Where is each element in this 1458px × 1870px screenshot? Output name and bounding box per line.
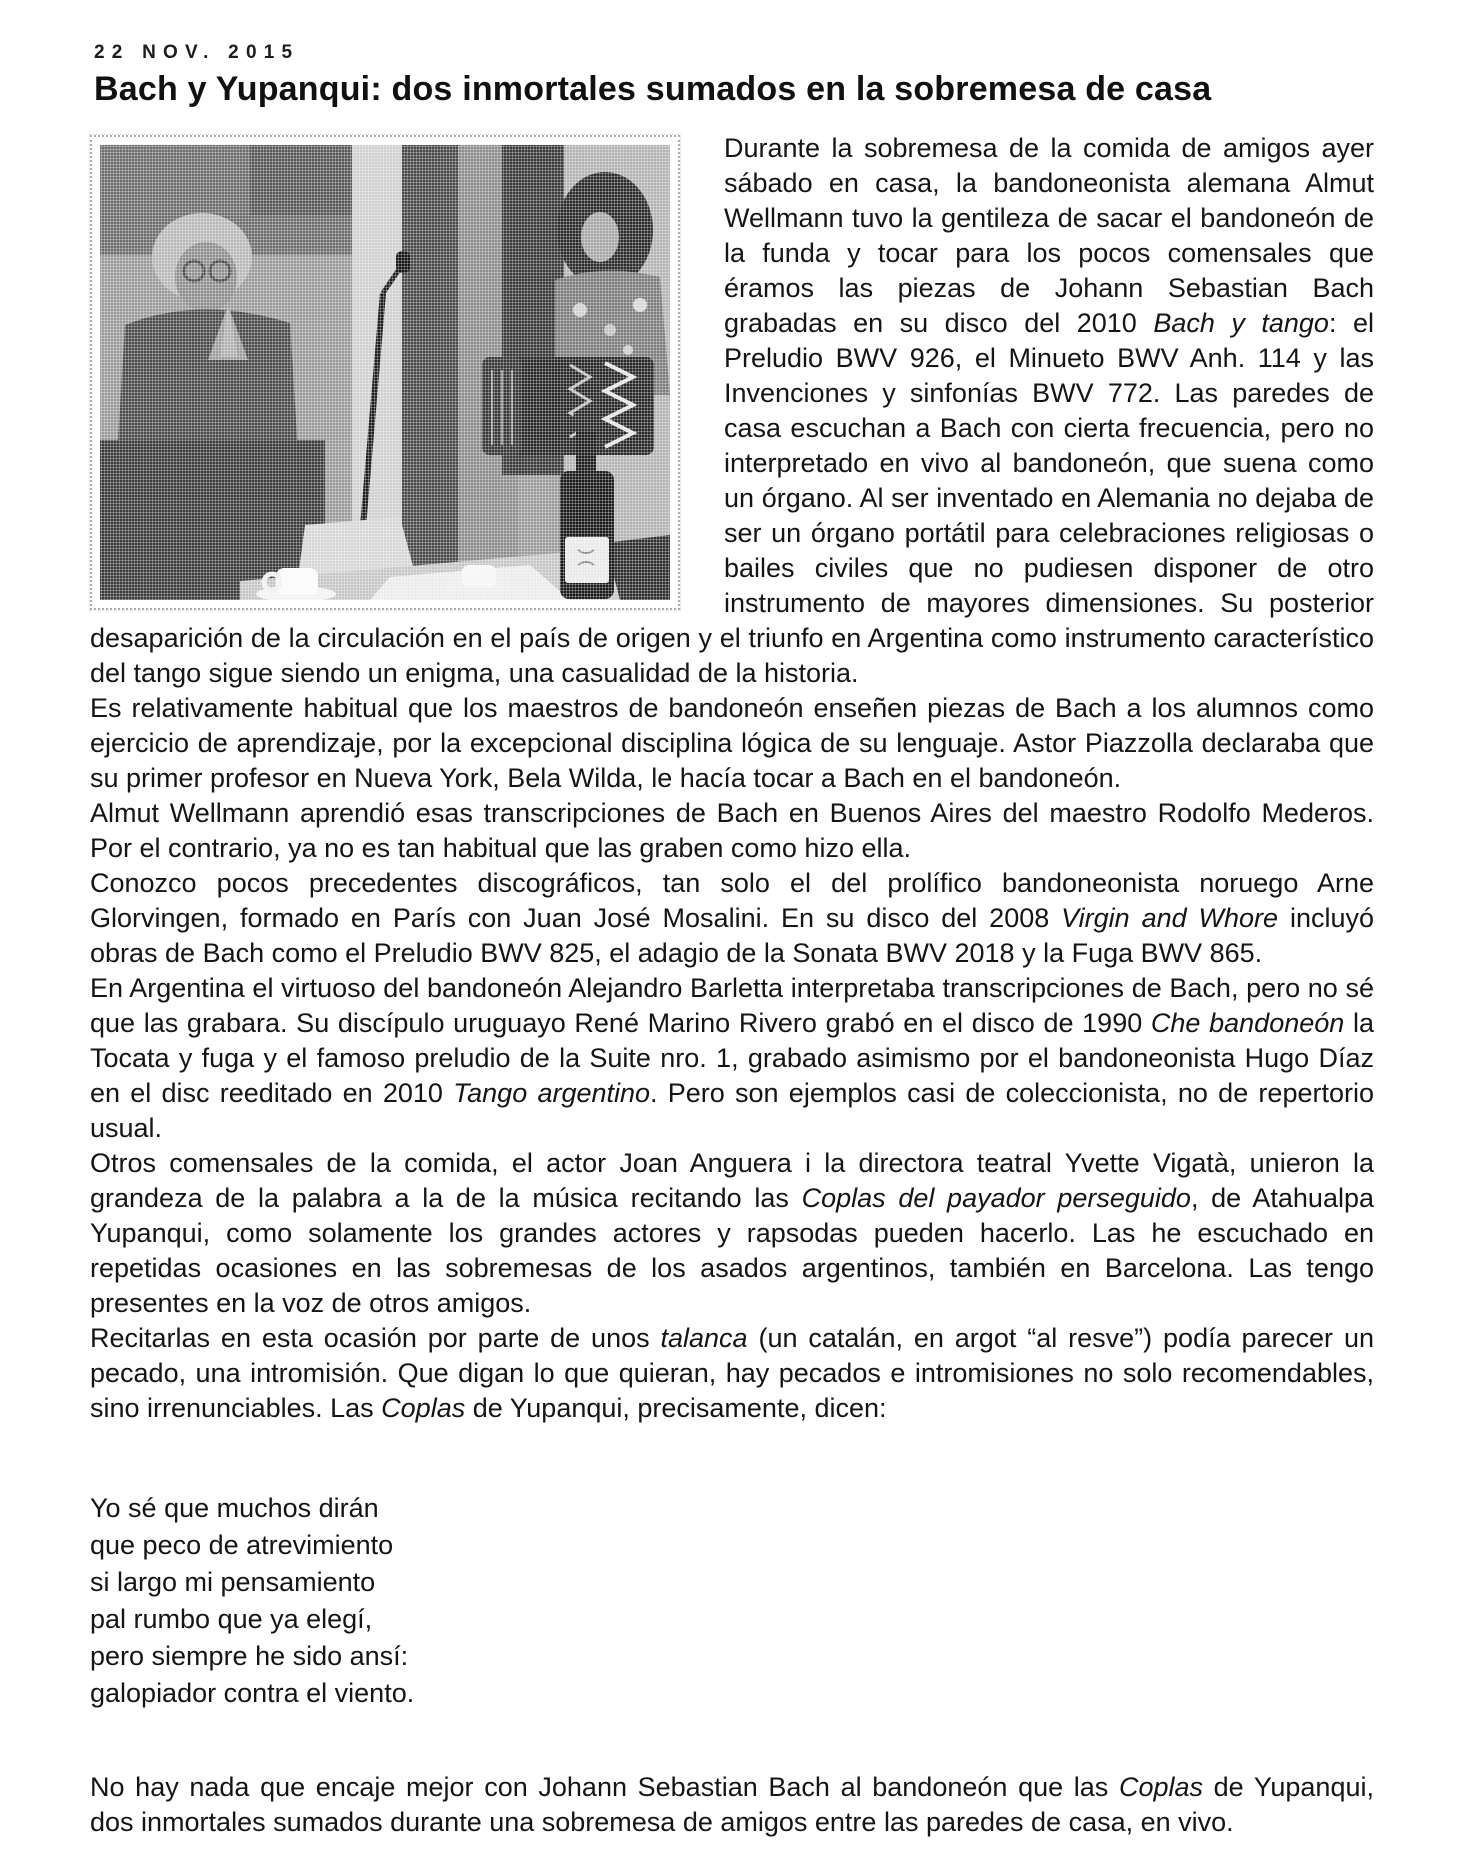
article-date: 22 NOV. 2015 [94,42,300,63]
italic-run: Coplas [381,1393,466,1423]
text-run: Almut Wellmann aprendió esas transcripciones de Bach en Buenos Aires del maestro Rodolfo Mederos. Por el contrario, ya no es tan habitual que las graben como hizo ella. [90,798,1374,863]
poem [90,1490,1374,1712]
text-run: Recitarlas en esta ocasión por parte de unos [90,1323,661,1353]
paragraph [90,866,1374,971]
photo-scene [100,145,670,600]
text-run: (un catalán, en argot “al resve”) podía parecer un pecado, una intromisión. Que digan lo que quieran, hay pecados e intromisiones no solo recomendables, sino irrenunciables. Las [90,1323,1374,1423]
article-body [90,131,1374,1840]
photo-blouse-pattern [633,298,647,312]
italic-run: Coplas [1118,1772,1203,1802]
text-run: de Yupanqui, dos inmortales sumados durante una sobremesa de amigos entre las paredes de casa, en vivo. [90,1772,1374,1837]
photo-blouse-pattern [623,345,633,355]
closing-paragraph [90,1770,1374,1840]
photo-dark-pillar [402,145,458,600]
article-photo [90,135,680,610]
text-run: la Tocata y fuga y el famoso preludio de la Suite nro. 1, grabado asimismo por el bandoneonista Hugo Díaz en el disc reeditado en 2010 [90,1008,1374,1108]
text-run: , de Atahualpa Yupanqui, como solamente los grandes actores y rapsodas pueden hacerlo. Las he escuchado en repetidas ocasiones en las sobremesas de los asados argentinos, también en Barcelona. Las tengo presentes en la voz de otros amigos. [90,1183,1374,1318]
paragraph [90,1146,1374,1321]
photo-bandoneon [482,357,654,455]
italic-run: Virgin and Whore [1061,903,1279,933]
poem-line: pero siempre he sido ansí: [90,1641,409,1671]
paragraph [90,1321,1374,1426]
paragraph [90,971,1374,1146]
poem-line: Yo sé que muchos dirán [90,1493,379,1523]
article-title: Bach y Yupanqui: dos inmortales sumados en la sobremesa de casa [94,70,1212,108]
photo-blouse-pattern [573,303,587,317]
text-run: No hay nada que encaje mejor con Johann Sebastian Bach al bandoneón que las [90,1772,1119,1802]
text-run: Es relativamente habitual que los maestros de bandoneón enseñen piezas de Bach a los alumnos como ejercicio de aprendizaje, por la excepcional disciplina lógica de su lenguaje. Astor Piazzolla declaraba que su primer profesor en Nueva York, Bela Wilda, le hacía tocar a Bach en el bandoneón. [90,693,1374,793]
poem-line: pal rumbo que ya elegí, [90,1604,373,1634]
text-run: Durante la sobremesa de la comida de amigos ayer sábado en casa, la bandoneonista alemana Almut Wellmann tuvo la gentileza de sacar el bandoneón de la funda y tocar para los pocos comensales que éramos las piezas de Johann Sebastian Bach grabadas en su disco del 2010 [724,133,1374,338]
italic-run: Coplas del payador perseguido [801,1183,1191,1213]
italic-run: Bach y tango [1153,308,1329,338]
text-run: Conozco pocos precedentes discográficos, tan solo el del prolífico bandoneonista noruego Arne Glorvingen, formado en París con Juan José Mosalini. En su disco del 2008 [90,868,1374,933]
photo-blouse-pattern [604,324,616,336]
paragraph [90,796,1374,866]
poem-line: galopiador contra el viento. [90,1678,415,1708]
photo-woman-face [581,212,619,262]
photo-bottle-label [565,537,609,583]
paragraph [90,691,1374,796]
poem-line: si largo mi pensamiento [90,1567,376,1597]
photo-halftone-image [100,145,670,600]
italic-run: Tango argentino [453,1078,651,1108]
italic-run: Che bandoneón [1150,1008,1345,1038]
text-run: En Argentina el virtuoso del bandoneón Alejandro Barletta interpretaba transcripciones de Bach, pero no sé que las grabara. Su discípulo uruguayo René Marino Rivero grabó en el disco de 1990 [90,973,1374,1038]
text-run: . Pero son ejemplos casi de coleccionista, no de repertorio usual. [90,1078,1374,1143]
text-run: de Yupanqui, precisamente, dicen: [465,1393,887,1423]
poem-line: que peco de atrevimiento [90,1530,394,1560]
italic-run: talanca [660,1323,748,1353]
text-run: : el Preludio BWV 926, el Minueto BWV Anh. 114 y las Invenciones y sinfonías BWV 772. Las paredes de casa escuchan a Bach con cierta frecuencia, pero no interpretado en vivo al bandoneón, que suena como un órgano. Al ser inventado en Alemania no dejaba de ser un órgano portátil para celebraciones religiosas o bailes civiles que no pudiesen disponer de otro instrumento de mayores dimensiones. Su posterior desaparición de la circulación en el país de origen y el triunfo en Argentina como instrumento característico del tango sigue siendo un enigma, una casualidad de la historia. [90,308,1374,688]
text-run: incluyó obras de Bach como el Preludio BWV 825, el adagio de la Sonata BWV 2018 y la Fuga BWV 865. [90,903,1374,968]
text-run: Otros comensales de la comida, el actor Joan Anguera i la directora teatral Yvette Vigatà, unieron la grandeza de la palabra a la de la música recitando las [90,1148,1374,1213]
photo-microphone [396,251,410,273]
